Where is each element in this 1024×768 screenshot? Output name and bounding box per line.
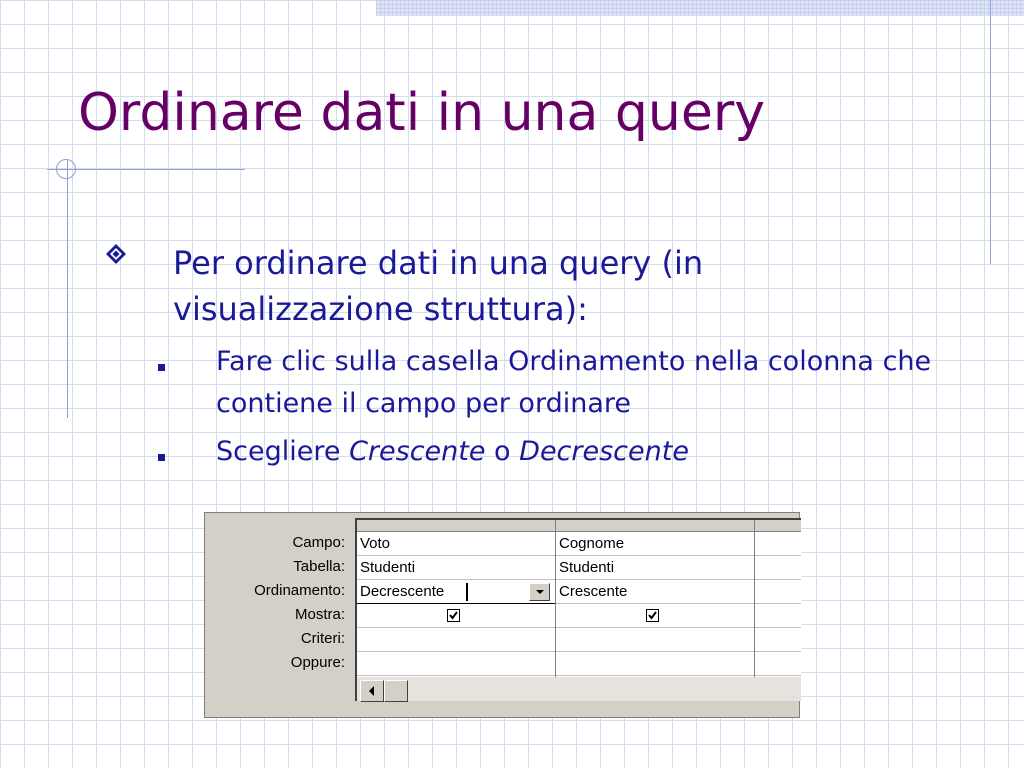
scroll-left-arrow-icon <box>361 681 383 701</box>
mostra-cell[interactable] <box>357 604 555 628</box>
right-vertical-rule <box>990 0 991 264</box>
campo-cell[interactable]: Cognome <box>556 532 754 556</box>
criteri-cell[interactable] <box>556 628 754 652</box>
grid-column-cognome <box>556 520 755 682</box>
main-bullet-text: Per ordinare dati in una query (in visualizzazione struttura): <box>173 244 704 328</box>
row-labels <box>205 531 345 675</box>
tabella-cell[interactable]: Studenti <box>556 556 754 580</box>
oppure-cell[interactable] <box>556 652 754 676</box>
row-label-oppure: Oppure: <box>290 654 345 671</box>
scroll-left-button[interactable] <box>360 680 384 702</box>
sub-bullet-2-text <box>216 431 976 473</box>
query-design-grid <box>204 512 800 718</box>
campo-cell[interactable]: Voto <box>357 532 555 556</box>
sub-bullet-2-prefix: Scegliere <box>216 436 350 467</box>
criteri-cell[interactable] <box>755 628 801 652</box>
option-crescente: Crescente <box>349 436 486 467</box>
tabella-cell[interactable]: Studenti <box>357 556 555 580</box>
tabella-cell[interactable] <box>755 556 801 580</box>
ordinamento-cell[interactable]: Crescente <box>556 580 754 604</box>
text-cursor <box>466 583 468 601</box>
row-label-criteri: Criteri: <box>300 630 345 647</box>
row-label-campo: Campo: <box>292 534 345 551</box>
criteri-cell[interactable] <box>357 628 555 652</box>
row-label-mostra: Mostra: <box>294 606 345 623</box>
horizontal-scrollbar[interactable] <box>355 677 801 701</box>
row-label-tabella: Tabella: <box>293 558 345 575</box>
option-decrescente: Decrescente <box>519 436 689 467</box>
sub-bullet-2-middle: o <box>485 436 520 467</box>
slide-title: Ordinare dati in una query <box>78 83 766 143</box>
oppure-cell[interactable] <box>755 652 801 676</box>
show-checkbox[interactable] <box>447 609 460 622</box>
scroll-thumb[interactable] <box>384 680 408 702</box>
ordinamento-cell[interactable] <box>755 580 801 604</box>
row-label-ordinamento: Ordinamento: <box>254 582 345 599</box>
mostra-cell[interactable] <box>556 604 754 628</box>
square-bullet-icon <box>158 364 165 371</box>
grid-column-voto <box>357 520 556 682</box>
query-grid-cells <box>355 518 801 682</box>
check-icon <box>448 610 459 621</box>
ordinamento-value: Decrescente <box>360 583 445 600</box>
column-selector[interactable] <box>556 520 754 532</box>
check-icon <box>647 610 658 621</box>
column-selector[interactable] <box>357 520 555 532</box>
left-vertical-rule <box>67 160 68 418</box>
show-checkbox[interactable] <box>646 609 659 622</box>
column-selector[interactable] <box>755 520 801 532</box>
dropdown-arrow-icon[interactable] <box>529 583 550 601</box>
sub-bullet-1-text: Fare clic sulla casella Ordinamento nella colonna che contiene il campo per ordinare <box>216 346 932 419</box>
ordinamento-cell[interactable] <box>357 580 555 604</box>
square-bullet-icon <box>158 454 165 461</box>
diamond-bullet-icon <box>106 244 126 264</box>
top-decorative-band <box>376 0 1024 16</box>
grid-column-empty <box>755 520 801 682</box>
title-underline-rule <box>47 169 245 170</box>
mostra-cell[interactable] <box>755 604 801 628</box>
campo-cell[interactable] <box>755 532 801 556</box>
rule-circle-ornament <box>56 159 76 179</box>
oppure-cell[interactable] <box>357 652 555 676</box>
